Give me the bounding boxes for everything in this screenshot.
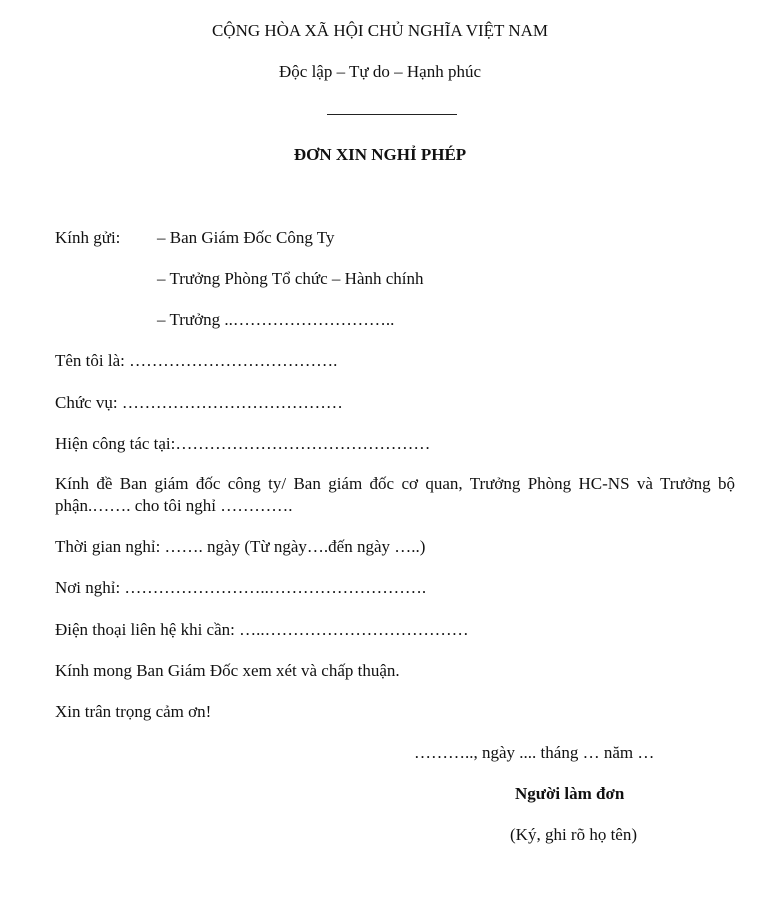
recipient-item: – Trưởng Phòng Tổ chức – Hành chính (157, 269, 424, 288)
recipients-label: Kính gửi: (55, 228, 121, 247)
document-title: ĐƠN XIN NGHỈ PHÉP (293, 145, 467, 164)
nation-heading: CỘNG HÒA XÃ HỘI CHỦ NGHĨA VIỆT NAM (211, 21, 549, 40)
leave-location-field: Nơi nghỉ: ……………………..………………………. (55, 578, 427, 597)
position-field: Chức vụ: ………………………………… (55, 393, 343, 412)
signer-label: Người làm đơn (515, 784, 625, 803)
signature-instruction: (Ký, ghi rõ họ tên) (510, 825, 638, 844)
request-paragraph: Kính đề Ban giám đốc công ty/ Ban giám đốc cơ quan, Trưởng Phòng HC-NS và Trưởng bộ phận.……. cho tôi nghỉ …………. (55, 474, 735, 515)
recipient-item: – Ban Giám Đốc Công Ty (157, 228, 335, 247)
recipient-item: – Trưởng ..……………………….. (157, 310, 395, 329)
motto: Độc lập – Tự do – Hạnh phúc (279, 62, 481, 81)
header-divider (327, 114, 457, 115)
name-field: Tên tôi là: ………………………………. (55, 351, 338, 370)
consideration-request: Kính mong Ban Giám Đốc xem xét và chấp thuận. (55, 661, 400, 680)
workplace-field: Hiện công tác tại:……………………………………… (55, 434, 431, 453)
contact-phone-field: Điện thoại liên hệ khi cần: …..……………………………… (55, 620, 469, 639)
thanks-text: Xin trân trọng cảm ơn! (55, 702, 212, 721)
leave-duration-field: Thời gian nghỉ: ……. ngày (Từ ngày….đến ngày …..) (55, 537, 426, 556)
date-line: ……….., ngày .... tháng … năm … (414, 743, 655, 762)
